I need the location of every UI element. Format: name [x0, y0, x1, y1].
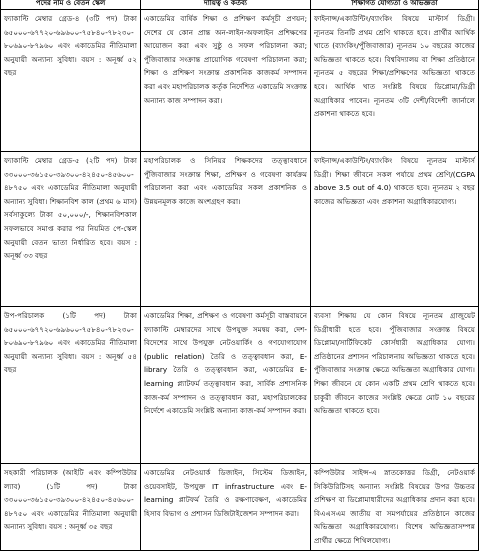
qualification-cell: কম্পিউটার সাইন্স-এ স্নাতকোত্তর ডিগ্রী, নেটওয়ার্ক সিকিউরিটিসহ অন্যান্য সংশ্লিষ্ট বিষয়ের উপর উচ্চতর প্রশিক্ষণ বা ডিপ্লোমাধারীদের অগ্রাধিকার প্রদান করা হবে। বিএএসএম জাতীয় বা সমপর্যায়ের প্রতিষ্ঠানে কাজের অভিজ্ঞতা অগ্রাধিকারযোগ্য। বিশেষ অভিজ্ঞতাসম্পন্ন প্রার্থীর ক্ষেত্রে শিথিলযোগ্য।	[311, 464, 479, 551]
qualification-cell: ফাইনান্স/একাউন্টিং/ব্যাংকিং বিষয়ে মাস্টার্স ডিগ্রী। ন্যূনতম তিনটি প্রথম শ্রেণি থাকতে হবে। প্রার্থীর আর্থিক খাতে (ব্যাংকিং/পুঁজিবাজার) ন্যূনতম ১০ বছরের কাজের অভিজ্ঞতা থাকতে হবে। বিশ্ববিদ্যালয় বা শিক্ষা প্রতিষ্ঠানে ন্যূনতম ৫ বছরের শিক্ষা/প্রশিক্ষণের অভিজ্ঞতা থাকতে হবে। আর্থিক খাত সংশ্লিষ্ট বিষয়ে ডিপ্লোমা/ডিগ্রী অগ্রাধিকার পাবেন। ন্যূনতম ৩টি দেশী/বিদেশী জার্নালে প্রকাশনা থাকতে হবে।	[311, 10, 479, 152]
duties-cell: মহাপরিচালক ও সিনিয়র শিক্ষকদের তত্ত্বাবধানে পুঁজিবাজার সংক্রান্ত শিক্ষা, প্রশিক্ষণ ও গবেষণা কার্যক্রম পরিচালনা করা এবং একাডেমির সকল প্রকাশনিক ও উন্নয়নমূলক কাজে অংশগ্রহণ করা।	[141, 152, 311, 307]
header-duties: দায়িত্ব ও কর্তব্য	[141, 0, 311, 10]
table-row	[1, 307, 479, 464]
table-row	[1, 464, 479, 551]
post-cell: ফ্যাকাল্টি মেম্বার গ্রেড-৪ (৩টি পদ) টাকা ৬৫০০০-৬৭৭২০-৬৯৬০০-৭৫৮৪০-৭৮২৩০-৮০৬৯০-৮৭৯৬০ এবং একাডেমির নীতিমালা অনুযায়ী অন্যান্য সুবিধা। বয়স : অনূর্ধ্ব ৫২ বছর	[1, 10, 141, 152]
duties-cell: একাডেমির বার্ষিক শিক্ষা ও প্রশিক্ষণ কর্মসূচী প্রণয়ন; দেশের যে কোন প্রান্ত অন-লাইন-অফলাইন প্রশিক্ষণের আয়োজন করা এবং সুষ্ঠু ও সফল পরিচালনা করা; পুঁজিবাজার সংক্রান্ত প্রায়োগিক গবেষণা পরিচালনা করা; শিক্ষা ও প্রশিক্ষণ সংক্রান্ত প্রকাশনিক কাজকর্ম সম্পাদন করা এবং মহাপরিচালক কর্তৃক নির্দেশিত একাডেমি সংক্রান্ত অন্যান্য কাজ সম্পাদন করা।	[141, 10, 311, 152]
header-qualification: শিক্ষাগত যোগ্যতা ও অভিজ্ঞতা	[311, 0, 479, 10]
qualification-cell: ব্যবসা শিক্ষায় যে কোন বিষয়ে ন্যূনতম গ্রাজুয়েট ডিগ্রীধারী হতে হবে। পুঁজিবাজার সংক্রান্ত বিষয়ে ডিপ্লোমা/সার্টিফিকেট কোর্সধারী অগ্রাধিকার যোগ্য। প্রতিষ্ঠানের প্রশাসন পরিচালনায় অভিজ্ঞতা থাকতে হবে। পুঁজিবাজার সংক্রান্ত ক্ষেত্রে অভিজ্ঞতা অগ্রাধিকার যোগ্য। শিক্ষা জীবনে যে কোন একটি প্রথম শ্রেণি থাকতে হবে। চাকুরী জীবনে কাজের সংশ্লিষ্ট ক্ষেত্রে মোট ১০ বছরের অভিজ্ঞতা থাকতে হবে।	[311, 307, 479, 464]
table-header-row	[1, 0, 479, 10]
table-row	[1, 152, 479, 307]
table-row	[1, 10, 479, 152]
post-cell: ফ্যাকাল্টি মেম্বার গ্রেড-৫ (২টি পদ) টাকা ৩৩০০০-৩৬১৫০-৩৯৩০০-৪২৪৫০-৪৫৬০০-৪৮৭৫০ এবং একাডেমির নীতিমালা অনুযায়ী অন্যান্য সুবিধা। শিক্ষানবিশ কাল (প্রথম ৬ মাস) সর্বসাকুল্যে টাকা ৫০,০০০/-, শিক্ষানবিশকাল সফলভাবে সমাপ্ত করার পর নিয়মিত পে-স্কেল অনুযায়ী বেতন ভাতা নির্ধারিত হবে। বয়স : অনূর্ধ্ব ৩৩ বছর	[1, 152, 141, 307]
header-post: পদের নাম ও বেতন স্কেল	[1, 0, 141, 10]
qualification-cell: ফাইনান্স/একাউন্টিং/ব্যাংকিং বিষয়ে ন্যূনতম মাস্টার্স ডিগ্রী। শিক্ষা জীবনে সকল পর্যায়ে প্রথম শ্রেণি/(CGPA above 3.5 out of 4.0) থাকতে হবে। ন্যূনতম ২ বছর কাজের অভিজ্ঞতা এবং প্রকাশনা অগ্রাধিকারযোগ্য।	[311, 152, 479, 307]
duties-cell: একাডেমির শিক্ষা, প্রশিক্ষণ ও গবেষণা কর্মসূচী বাস্তবায়নে ফ্যাকাল্টি মেম্বারদের সাথে উপযুক্ত সমন্বয় করা, দেশ-বিদেশের সাথে উপযুক্ত নেটওয়ার্কিং ও গণযোগাযোগ (public relation) তৈরি ও তত্ত্বাবধান করা, E-library তৈরি ও তত্ত্বাবধান করা, একাডেমির E-learning প্ল্যাটফর্ম তত্ত্বাবধান করা, সার্বিক প্রশাসনিক কাজ-কর্ম সম্পাদন ও তত্ত্বাবধান করা, মহাপরিচালকের নির্দেশে একাডেমি সংশ্লিষ্ট অন্যান্য কাজ-কর্ম সম্পাদন করা।	[141, 307, 311, 464]
duties-cell: একাডেমির নেটওয়ার্ক ডিজাইন, সিস্টেম ডিজাইন, ওয়েবসাইট, উপযুক্ত IT infrastructure এবং E-learning প্লাটফর্ম তৈরি ও রক্ষণাবেক্ষণ, একাডেমির হিসাব বিভাগ ও প্রশাসন ডিজিটাইজেশন সম্পাদন করা।	[141, 464, 311, 551]
post-cell: সহকারী পরিচালক (আইটি এবং কম্পিউটার ল্যাব) (১টি পদ) টাকা ৩৩০০০-৩৬১৫০-৩৯৩০০-৪২৪৫০-৪৫৬০০-৪৮৭৫০ এবং একাডেমির নীতিমালা অনুযায়ী অন্যান্য সুবিধা। বয়স : অনূর্ধ্ব ৩৫ বছর	[1, 464, 141, 551]
post-cell: উপ-পরিচালক (১টি পদ) টাকা ৬৫০০০-৬৭৭২০-৬৯৬০০-৭৫৮৪০-৭৮২৩০-৮০৬৯০-৮৭৯৬০ এবং একাডেমির নীতিমালা অনুযায়ী অন্যান্য সুবিধা। বয়স : অনূর্ধ্ব ৫৪ বছর	[1, 307, 141, 464]
